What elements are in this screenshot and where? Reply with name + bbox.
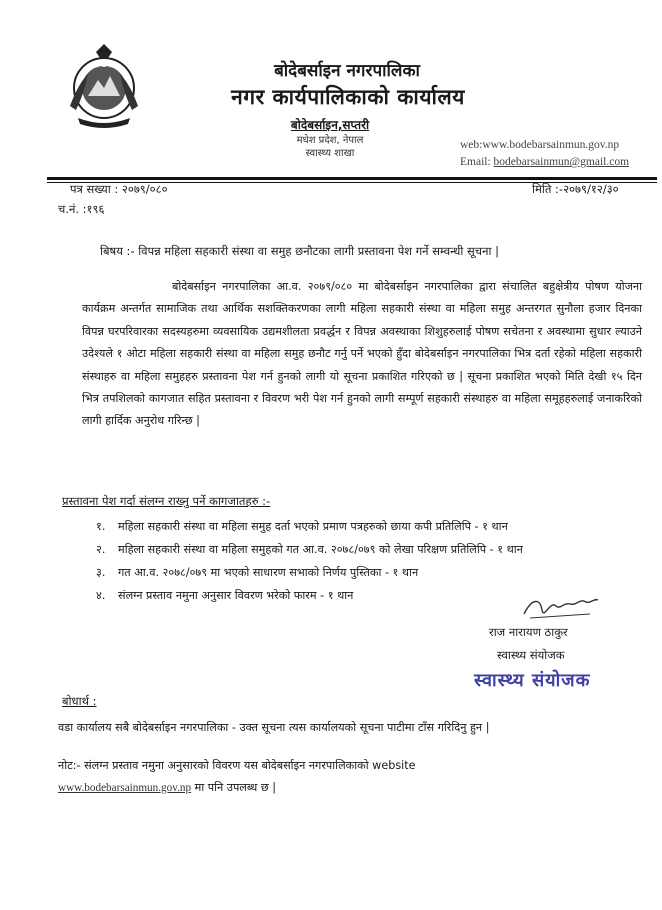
website-link[interactable]: www.bodebarsainmun.gov.np <box>482 139 620 151</box>
info-text: वडा कार्यालय सबै बोदेबर्साइन नगरपालिका - उक्त सूचना त्यस कार्यालयको सूचना पाटीमा टाँस गरिदिनु हुन | <box>58 721 490 734</box>
address-line-2: स्वास्थ्य शाखा <box>305 148 355 159</box>
email-line <box>460 156 629 168</box>
handwritten-signature <box>520 592 600 622</box>
signatory-title: स्वास्थ्य संयोजक <box>497 648 565 662</box>
nepal-emblem-icon <box>58 44 150 130</box>
note-suffix: मा पनि उपलब्ध छ | <box>191 781 276 794</box>
attachments-heading: प्रस्तावना पेश गर्दा संलग्न राख्नु पर्ने कागजातहरु :- <box>62 494 271 508</box>
address-line-1: मधेश प्रदेश, नेपाल <box>296 135 364 146</box>
office-place: बोदेबर्साइन,सप्तरी <box>290 118 370 132</box>
website-label: web: <box>460 139 483 151</box>
office-name: नगर कार्यपालिकाको कार्यालय <box>231 85 465 109</box>
info-heading: बोधार्थ : <box>62 694 97 708</box>
website-link[interactable]: www.bodebarsainmun.gov.np <box>58 782 192 794</box>
org-name: बोदेबर्साइन नगरपालिका <box>274 61 420 81</box>
email-link[interactable]: bodebarsainmun@gmail.com <box>493 156 630 168</box>
note-url-line <box>58 780 276 795</box>
website-line <box>460 139 619 151</box>
list-item: २. महिला सहकारी संस्था वा महिला समुहको गत आ.व. २०७८/०७९ को लेखा परिक्षण प्रतिलिपि - १ थान <box>96 543 523 556</box>
list-item: ३. गत आ.व. २०७८/०७९ मा भएको साधारण सभाको निर्णय पुस्तिका - १ थान <box>96 566 419 579</box>
list-item: ४. संलग्न प्रस्ताव नमुना अनुसार विवरण भरेको फारम - १ थान <box>96 589 354 602</box>
official-stamp: स्वास्थ्य संयोजक <box>474 670 591 691</box>
letter-date: मिति :-२०७९/१२/३० <box>532 182 619 196</box>
subject-line: बिषय :- विपन्न महिला सहकारी संस्था वा समुह छनौटका लागी प्रस्तावना पेश गर्ने सम्वन्धी सूचना | <box>100 244 499 258</box>
note-text: नोट:- संलग्न प्रस्ताव नमुना अनुसारको विवरण यस बोदेबर्साइन नगरपालिकाको website <box>58 759 416 772</box>
signatory-name: राज नारायण ठाकुर <box>489 625 568 639</box>
notice-body: बोदेबर्साइन नगरपालिका आ.व. २०७९/०८० मा बोदेबर्साइन नगरपालिका द्वारा संचालित बहुक्षेत्रीय पोषण योजना कार्यक्रम अन्तर्गत सामाजिक तथा आर्थिक सशक्तिकरणका लागी महिला सहकारी संस्था वा महिला समुह अन्तरगत सुनौला हजार दिनका विपन्न घरपरिवारका सदस्यहरुमा व्यवसायिक उद्यमशीलता प्रवर्द्धन र विपन्न अवस्थाका शिशुहरुलाई पोषण सचेतना र अवस्थामा सुधार ल्याउने उदेश्यले १ ओटा महिला सहकारी संस्था वा महिला समुह छनौट गर्नु पर्ने भएको हुँदा बोदेबर्साइन नगरपालिका भित्र दर्ता रहेको महिला सहकारी संस्थाहरु वा महिला समुहहरु प्रस्तावना पेश गर्न हुनको लागी यो सूचना प्रकाशित गरिएको छ | सूचना प्रकाशित भएको मिति देखी १५ दिन भित्र तपशिलको कागजात सहित प्रस्तावना र विवरण भरी पेश गर्न हुनको लागी सम्पूर्ण सहकारी संस्थाहरु वा महिला समूहहरुलाई जनाकरिको लागी हार्दिक अनुरोध गरिन्छ | <box>82 280 642 428</box>
header-rule <box>47 177 657 180</box>
reference-number: पत्र सख्या : २०७९/०८० <box>70 182 168 196</box>
email-label: Email: <box>460 156 494 168</box>
list-item: १. महिला सहकारी संस्था वा महिला समुह दर्ता भएको प्रमाण पत्रहरुको छाया कपी प्रतिलिपि - १ थान <box>96 520 508 533</box>
dispatch-number: च.नं. :१९६ <box>58 202 105 216</box>
